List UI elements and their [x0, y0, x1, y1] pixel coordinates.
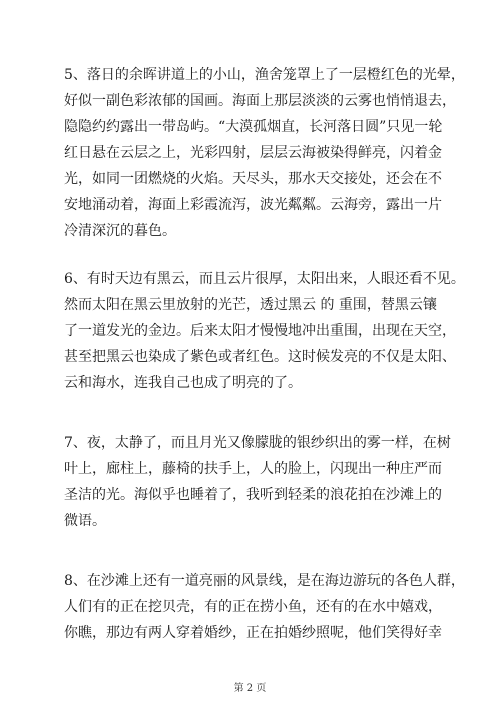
- text-line: 8、在沙滩上还有一道亮丽的风景线，是在海边游玩的各色人群，: [64, 573, 465, 589]
- text-line: 好似一副色彩浓郁的国画。海面上那层淡淡的云雾也悄悄退去，: [64, 93, 456, 109]
- text-line: 甚至把黑云也染成了紫色或者红色。这时候发亮的不仅是太阳、: [64, 349, 456, 365]
- text-line: 叶上，廊柱上，藤椅的扶手上，人的脸上，闪现出一种庄严而: [64, 461, 442, 477]
- text-line: 微语。: [64, 513, 106, 529]
- text-line: 7、夜，太静了，而且月光又像朦胧的银纱织出的雾一样，在树: [64, 435, 451, 451]
- paragraph-8: [64, 568, 465, 646]
- page-number: 第 2 页: [233, 683, 267, 694]
- paragraph-6: [64, 266, 465, 396]
- text-line: 冷清深沉的暮色。: [64, 223, 176, 239]
- text-line: 圣洁的光。海似乎也睡着了，我听到轻柔的浪花拍在沙滩上的: [64, 487, 442, 503]
- text-line: 5、落日的余晖讲道上的小山，渔舍笼罩上了一层橙红色的光晕，: [64, 67, 465, 83]
- text-line: 光，如同一团燃烧的火焰。天尽头，那水天交接处，还会在不: [64, 171, 442, 187]
- text-line: 6、有时天边有黑云，而且云片很厚，太阳出来，人眼还看不见。: [64, 271, 465, 287]
- text-line: 云和海水，连我自己也成了明亮的了。: [64, 375, 302, 391]
- text-line: 了一道发光的金边。后来太阳才慢慢地冲出重围，出现在天空，: [64, 323, 456, 339]
- text-line: 红日悬在云层之上，光彩四射，层层云海被染得鲜亮，闪着金: [64, 145, 442, 161]
- text-line: 隐隐约约露出一带岛屿。“大漠孤烟直，长河落日圆”只见一轮: [64, 119, 443, 135]
- paragraph-5: [64, 62, 465, 244]
- text-line: 安地涌动着，海面上彩霞流泻，波光粼粼。云海旁，露出一片: [64, 197, 442, 213]
- paragraph-7: [64, 430, 454, 534]
- text-line: 你瞧，那边有两人穿着婚纱，正在拍婚纱照呢，他们笑得好幸: [64, 625, 442, 641]
- text-line: 然而太阳在黑云里放射的光芒，透过黑云 的 重围，替黑云镶: [64, 297, 437, 313]
- text-line: 人们有的正在挖贝壳，有的正在捞小鱼，还有的在水中嬉戏，: [64, 599, 442, 615]
